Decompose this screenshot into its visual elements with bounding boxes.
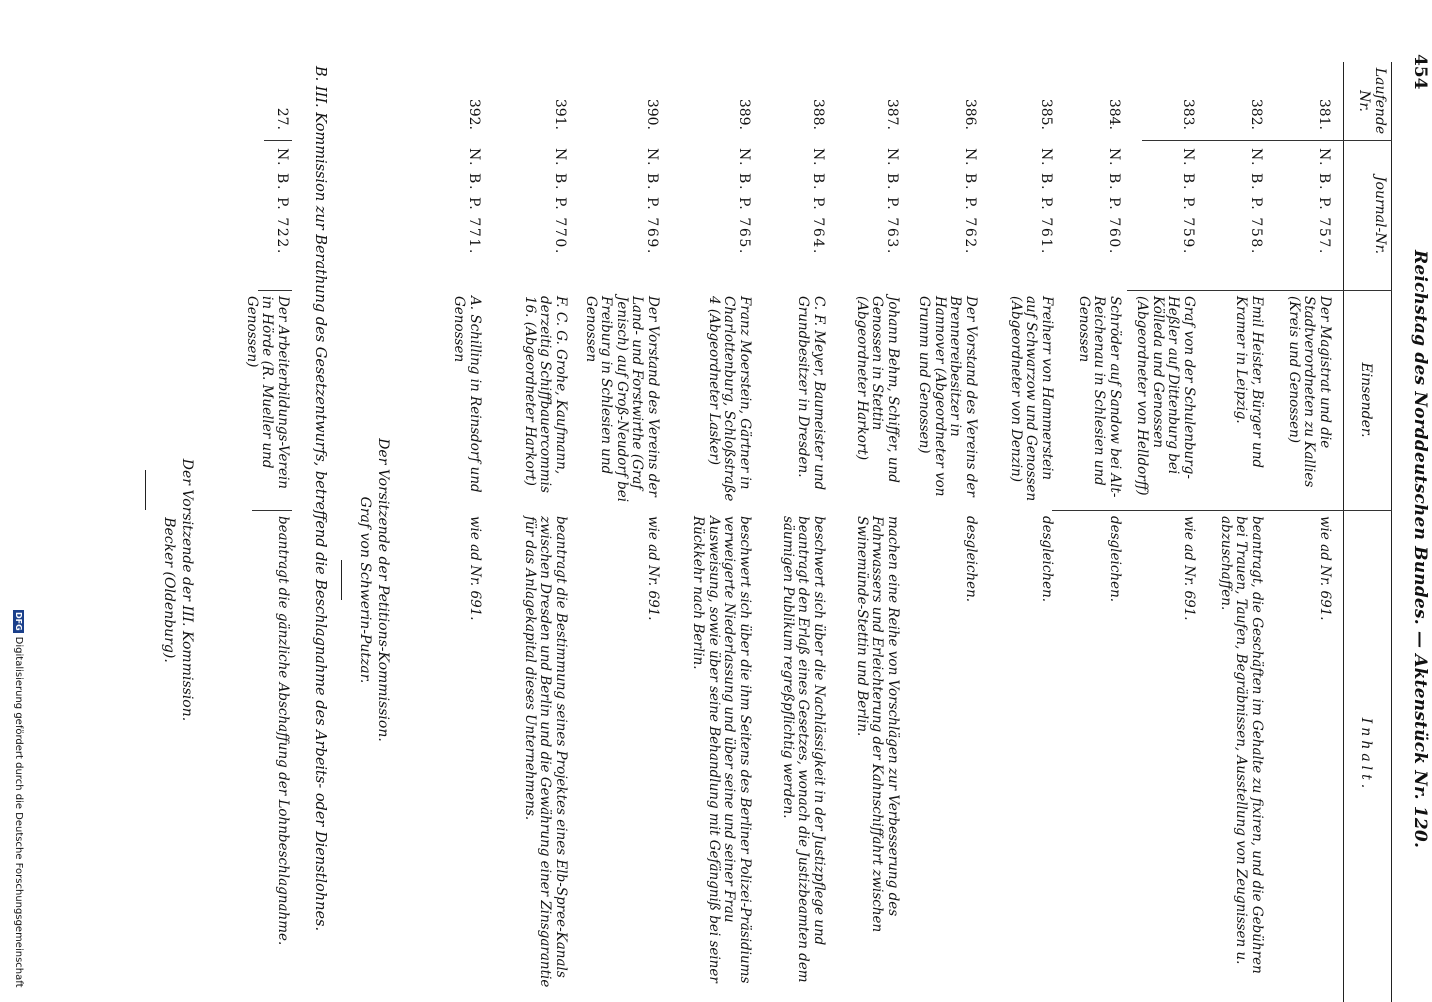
row-einsender: Der Vorstand des Vereins der Land- und Forstwirthe (Graf Jenisch) auf Groß-Neudorf bei Freiburg in Schlesien und Genossen — [583, 296, 661, 503]
row-journal: N. B. P. 763. — [884, 148, 900, 255]
section-title: Kommission zur Berathung des Gesetzentwurfs, betreffend die Beschlagnahme des Arbeits- oder Dienstlohnes. — [312, 112, 328, 932]
running-header: Reichstag des Norddeutschen Bundes. — Aktenstück Nr. 120. — [1410, 250, 1430, 849]
row-inhalt: wie ad Nr. 691. — [645, 516, 661, 621]
row-number: 381. — [1316, 98, 1332, 130]
col-head-einsender: Einsender. — [1358, 362, 1374, 438]
signature-name: Graf von Schwerin-Putzar. — [357, 496, 373, 684]
row-einsender: Franz Moerstein, Gärtner in Charlottenburg, Schloßstraße 4 (Abgeordneter Lasker) — [706, 296, 753, 502]
row-einsender: Der Magistrat und die Stadtverordneten zu Kallies (Kreis und Genossen) — [1286, 296, 1333, 488]
row-journal: N. B. P. 762. — [962, 148, 978, 255]
section-heading — [312, 66, 328, 931]
row-inhalt: beschwert sich über die Nachlässigkeit in der Justizpflege und beantragt den Erlaß eines Gesetzes, wonach die Justizbeamten dem säumigen Publikum regreßpflichtig werden. — [780, 516, 827, 983]
row-number: 391. — [552, 98, 568, 130]
row-number: 390. — [644, 98, 660, 130]
row-journal: N. B. P. 757. — [1316, 148, 1332, 255]
col-head-inhalt: Inhalt. — [1358, 717, 1374, 793]
row-journal: N. B. P. 761. — [1038, 148, 1054, 255]
row-journal: N. B. P. 771. — [466, 148, 482, 255]
row-einsender: Schröder auf Sandow bei Alt-Reichenau in Schlesien und Genossen — [1076, 296, 1123, 498]
row-einsender: Der Arbeiterbildungs-Verein in Hörde (R. Mueller und Genossen) — [244, 296, 291, 489]
row-journal: N. B. P. 765. — [736, 148, 752, 255]
row-inhalt: machen eine Reihe von Vorschlägen zur Verbesserung des Fahrwassers und Erleichterung der Kahnschiffahrt zwischen Swinemünde-Stettin und Berlin. — [854, 516, 901, 933]
row-number: 385. — [1038, 98, 1054, 130]
row-einsender: Graf von der Schulenburg-Heßler auf Dittenburg bei Kölleda und Genossen (Abgeordneter von Helldorff) — [1134, 296, 1197, 496]
col-head-lfd: Laufende Nr. — [1356, 67, 1388, 135]
col-divider-3 — [1052, 510, 1392, 511]
col-divider-27c — [252, 510, 292, 511]
signature-third-commission — [160, 380, 196, 800]
row-inhalt: desgleichen. — [1039, 516, 1055, 603]
row-einsender: Emil Heister, Bürger und Kramer in Leipzig. — [1233, 296, 1265, 469]
row-einsender: Der Vorstand des Vereins der Brennereibesitzer in Hannover (Abgeordneter von Grumm und Genossen) — [916, 296, 979, 497]
row-einsender: Freiherr von Hammerstein auf Schwarzow und Genossen (Abgeordneter von Denzin) — [1008, 296, 1055, 502]
row-journal: N. B. P. 759. — [1180, 148, 1196, 255]
row-einsender: Johann Behm, Schiffer, und Genossen in Stettin (Abgeordneter Harkort) — [854, 296, 901, 483]
table-head-rule — [1343, 62, 1344, 1002]
col-divider-27a — [264, 140, 292, 141]
page-number: 454 — [1410, 54, 1430, 90]
row-inhalt: beantragt die Bestimmung seines Projektes eines Elb-Spree-Kanals zwischen Dresden und Berlin und die Gewährung einer Zinsgarantie für das Anlagekapital dieses Unternehmens. — [522, 516, 569, 988]
row-journal: N. B. P. 769. — [644, 148, 660, 255]
row-journal: N. B. P. 760. — [1106, 148, 1122, 255]
row-journal: N. B. P. 770. — [552, 148, 568, 255]
signature-title: Der Vorsitzende der Petitions-Kommission. — [375, 438, 391, 742]
row-number: 383. — [1180, 98, 1196, 130]
row-journal: N. B. P. 758. — [1248, 148, 1264, 255]
row-inhalt: desgleichen. — [963, 516, 979, 603]
signature-name: Becker (Oldenburg). — [161, 517, 177, 663]
row-number: 384. — [1106, 98, 1122, 130]
row-inhalt: beschwert sich über die ihm Seitens des Berliner Polizei-Präsidiums verweigerte Niederlassung und über seine und seiner Frau Ausweisung, sowie über seine Behandlung mit Gefängniß bei seiner Rückkehr nach Berlin. — [690, 516, 753, 984]
row-journal: N. B. P. 722. — [274, 148, 290, 255]
row-einsender: F. C. G. Grohe, Kaufmann, derzeitig Schiffbauercommis 16. (Abgeordneter Harkort) — [522, 296, 569, 493]
funding-text: Digitalisierung gefördert durch die Deutsche Forschungsgemeinschaft — [13, 636, 24, 988]
row-number: 392. — [466, 98, 482, 130]
row-journal: N. B. P. 764. — [810, 148, 826, 255]
col-divider-2 — [1127, 290, 1392, 291]
row-inhalt: wie ad Nr. 691. — [1181, 516, 1197, 621]
row-number: 387. — [884, 98, 900, 130]
row-inhalt: beantragt, die Geschäften im Gehalte zu fixiren, und die Gebühren bei Trauen, Taufen, Begräbnissen, Ausstellung von Zeugnissen u. abzuschaffen. — [1218, 516, 1265, 974]
row-inhalt: wie ad Nr. 691. — [467, 516, 483, 621]
signature-rule — [145, 470, 146, 510]
row-inhalt: desgleichen. — [1107, 516, 1123, 603]
funding-footer — [13, 610, 24, 988]
row-einsender: C. F. Meyer, Baumeister und Grundbesitzer in Dresden. — [795, 296, 827, 491]
col-divider-1 — [1142, 140, 1392, 141]
signature-title: Der Vorsitzende der III. Kommission. — [179, 458, 195, 722]
row-number: 27. — [274, 107, 290, 130]
row-number: 382. — [1248, 98, 1264, 130]
row-einsender: A. Schilling in Reinsdorf und Genossen — [451, 296, 483, 493]
row-number: 386. — [962, 98, 978, 130]
section-prefix: B. III. — [312, 66, 328, 108]
signature-rule — [341, 560, 342, 600]
row-inhalt: wie ad Nr. 691. — [1317, 516, 1333, 621]
col-divider-27b — [258, 290, 292, 291]
dfg-logo: DFG — [14, 612, 23, 631]
row-inhalt: beantragt die gänzliche Abschaffung der Lohnbeschlagnahme. — [275, 516, 291, 946]
col-head-journal: Journal-Nr. — [1372, 175, 1388, 255]
signature-petition-commission — [356, 370, 392, 810]
row-number: 389. — [736, 98, 752, 130]
row-number: 388. — [810, 98, 826, 130]
table-top-rule — [1391, 62, 1392, 1002]
